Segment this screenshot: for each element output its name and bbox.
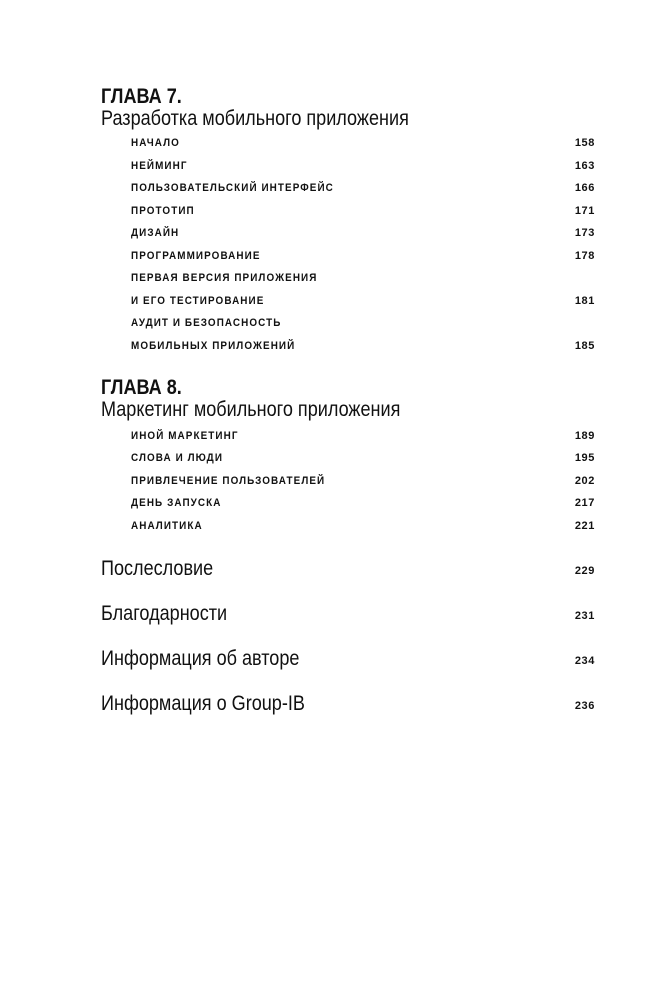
toc-entry-page: 166 [574,182,595,194]
section-page: 231 [574,610,595,622]
toc-entry[interactable] [131,518,595,534]
toc-entry-label: ПОЛЬЗОВАТЕЛЬСКИЙ ИНТЕРФЕЙС [131,182,334,194]
toc-entry-label: ПРОТОТИП [131,205,195,217]
section-title: Благодарности [101,602,228,625]
section-title: Информация о Group-IB [101,692,305,715]
toc-entry-page: 202 [574,475,595,487]
toc-entry-page: 178 [574,250,595,262]
toc-entry-label: ПРОГРАММИРОВАНИЕ [131,250,261,262]
toc-entry-label: ИНОЙ МАРКЕТИНГ [131,430,239,442]
toc-entry-page: 173 [574,227,595,239]
toc-section-about-author[interactable] [101,645,595,673]
chapter-7-label: ГЛАВА 7. [101,85,182,108]
chapter-7-title: Разработка мобильного приложения [101,107,409,130]
toc-section-acknowledgements[interactable] [101,600,595,628]
toc-entry[interactable] [131,315,595,331]
toc-entry-label: ДИЗАЙН [131,227,180,239]
toc-entry[interactable] [131,158,595,174]
toc-entry[interactable] [131,293,595,309]
toc-entry-label: НЕЙМИНГ [131,160,188,172]
toc-entry[interactable] [131,225,595,241]
toc-entry-page: 217 [574,497,595,509]
toc-entry-page: 221 [574,520,595,532]
toc-entry-label: ДЕНЬ ЗАПУСКА [131,497,222,509]
toc-entry-page: 195 [574,452,595,464]
section-title: Информация об авторе [101,647,300,670]
toc-entry[interactable] [131,180,595,196]
toc-entry-label: АУДИТ И БЕЗОПАСНОСТЬ [131,317,282,329]
section-page: 234 [574,655,595,667]
chapter-8-label: ГЛАВА 8. [101,376,182,399]
toc-entry[interactable] [131,450,595,466]
toc-entry-page: 189 [574,430,595,442]
section-title: Послесловие [101,557,214,580]
toc-entry[interactable] [131,203,595,219]
toc-entry-label: АНАЛИТИКА [131,520,203,532]
toc-entry-label: И ЕГО ТЕСТИРОВАНИЕ [131,295,265,307]
chapter-8-title: Маркетинг мобильного приложения [101,398,401,421]
toc-entry-label: НАЧАЛО [131,137,180,149]
toc-entry[interactable] [131,135,595,151]
toc-entry-page: 158 [574,137,595,149]
toc-entry-label: СЛОВА И ЛЮДИ [131,452,224,464]
toc-section-afterword[interactable] [101,555,595,583]
toc-entry-page: 185 [574,340,595,352]
toc-entry-page: 163 [574,160,595,172]
section-page: 236 [574,700,595,712]
toc-entry-label: ПРИВЛЕЧЕНИЕ ПОЛЬЗОВАТЕЛЕЙ [131,475,326,487]
toc-section-about-group-ib[interactable] [101,690,595,718]
toc-entry[interactable] [131,495,595,511]
toc-entry[interactable] [131,473,595,489]
toc-entry-page: 181 [574,295,595,307]
toc-entry[interactable] [131,248,595,264]
toc-entry[interactable] [131,338,595,354]
toc-entry-page: 171 [574,205,595,217]
toc-entry-label: МОБИЛЬНЫХ ПРИЛОЖЕНИЙ [131,340,296,352]
toc-entry-label: ПЕРВАЯ ВЕРСИЯ ПРИЛОЖЕНИЯ [131,272,318,284]
section-page: 229 [574,565,595,577]
toc-entry[interactable] [131,270,595,286]
toc-entry[interactable] [131,428,595,444]
